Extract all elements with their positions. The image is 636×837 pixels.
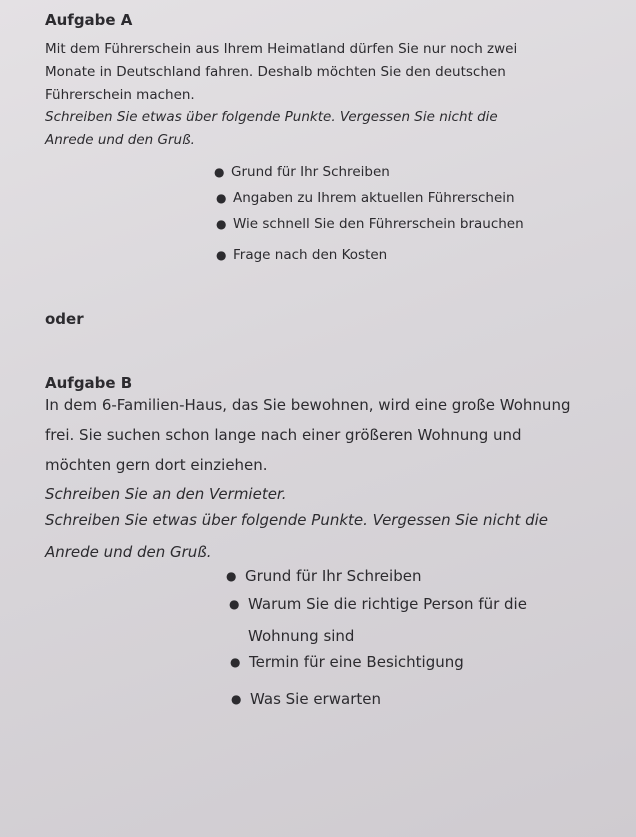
task-a-point: ● Angaben zu Ihrem aktuellen Führerschein bbox=[233, 187, 515, 209]
bullet-icon: ● bbox=[216, 191, 227, 205]
bullet-icon: ● bbox=[226, 569, 237, 583]
task-b-instruction-2: Schreiben Sie etwas über folgende Punkte. Vergessen Sie nicht die Anrede und den Gruß. bbox=[45, 511, 549, 561]
task-b-point: ● Grund für Ihr Schreiben bbox=[245, 562, 421, 590]
task-a-point: ● Grund für Ihr Schreiben bbox=[231, 161, 390, 183]
bullet-icon: ● bbox=[214, 165, 225, 179]
bullet-icon: ● bbox=[230, 655, 241, 669]
bullet-icon: ● bbox=[229, 597, 240, 611]
task-b-heading: Aufgabe B bbox=[45, 374, 133, 392]
task-b-point: ● Was Sie erwarten bbox=[250, 685, 381, 713]
task-b-point: ● Warum Sie die richtige Person für die Wohnung sind bbox=[248, 588, 548, 652]
task-b-point: ● Termin für eine Besichtigung bbox=[249, 648, 464, 676]
task-b-instruction-1: Schreiben Sie an den Vermieter. bbox=[45, 485, 287, 503]
bullet-icon: ● bbox=[231, 692, 242, 706]
task-a-point: ● Frage nach den Kosten bbox=[233, 244, 387, 266]
task-a-heading: Aufgabe A bbox=[45, 11, 133, 29]
bullet-icon: ● bbox=[216, 217, 227, 231]
task-b-intro: In dem 6-Familien-Haus, das Sie bewohnen, wird eine große Wohnung frei. Sie suchen schon lange nach einer größeren Wohnung und möchten gern dort einziehen. bbox=[45, 396, 571, 474]
bullet-icon: ● bbox=[216, 248, 227, 262]
task-a-intro: Mit dem Führerschein aus Ihrem Heimatland dürfen Sie nur noch zwei Monate in Deutschland fahren. Deshalb möchten Sie den deutschen Führerschein machen. bbox=[45, 41, 518, 103]
task-a-instruction: Schreiben Sie etwas über folgende Punkte. Vergessen Sie nicht die Anrede und den Gruß. bbox=[45, 109, 498, 148]
task-a-point: ● Wie schnell Sie den Führerschein brauchen bbox=[233, 213, 524, 235]
separator-oder: oder bbox=[45, 310, 84, 328]
